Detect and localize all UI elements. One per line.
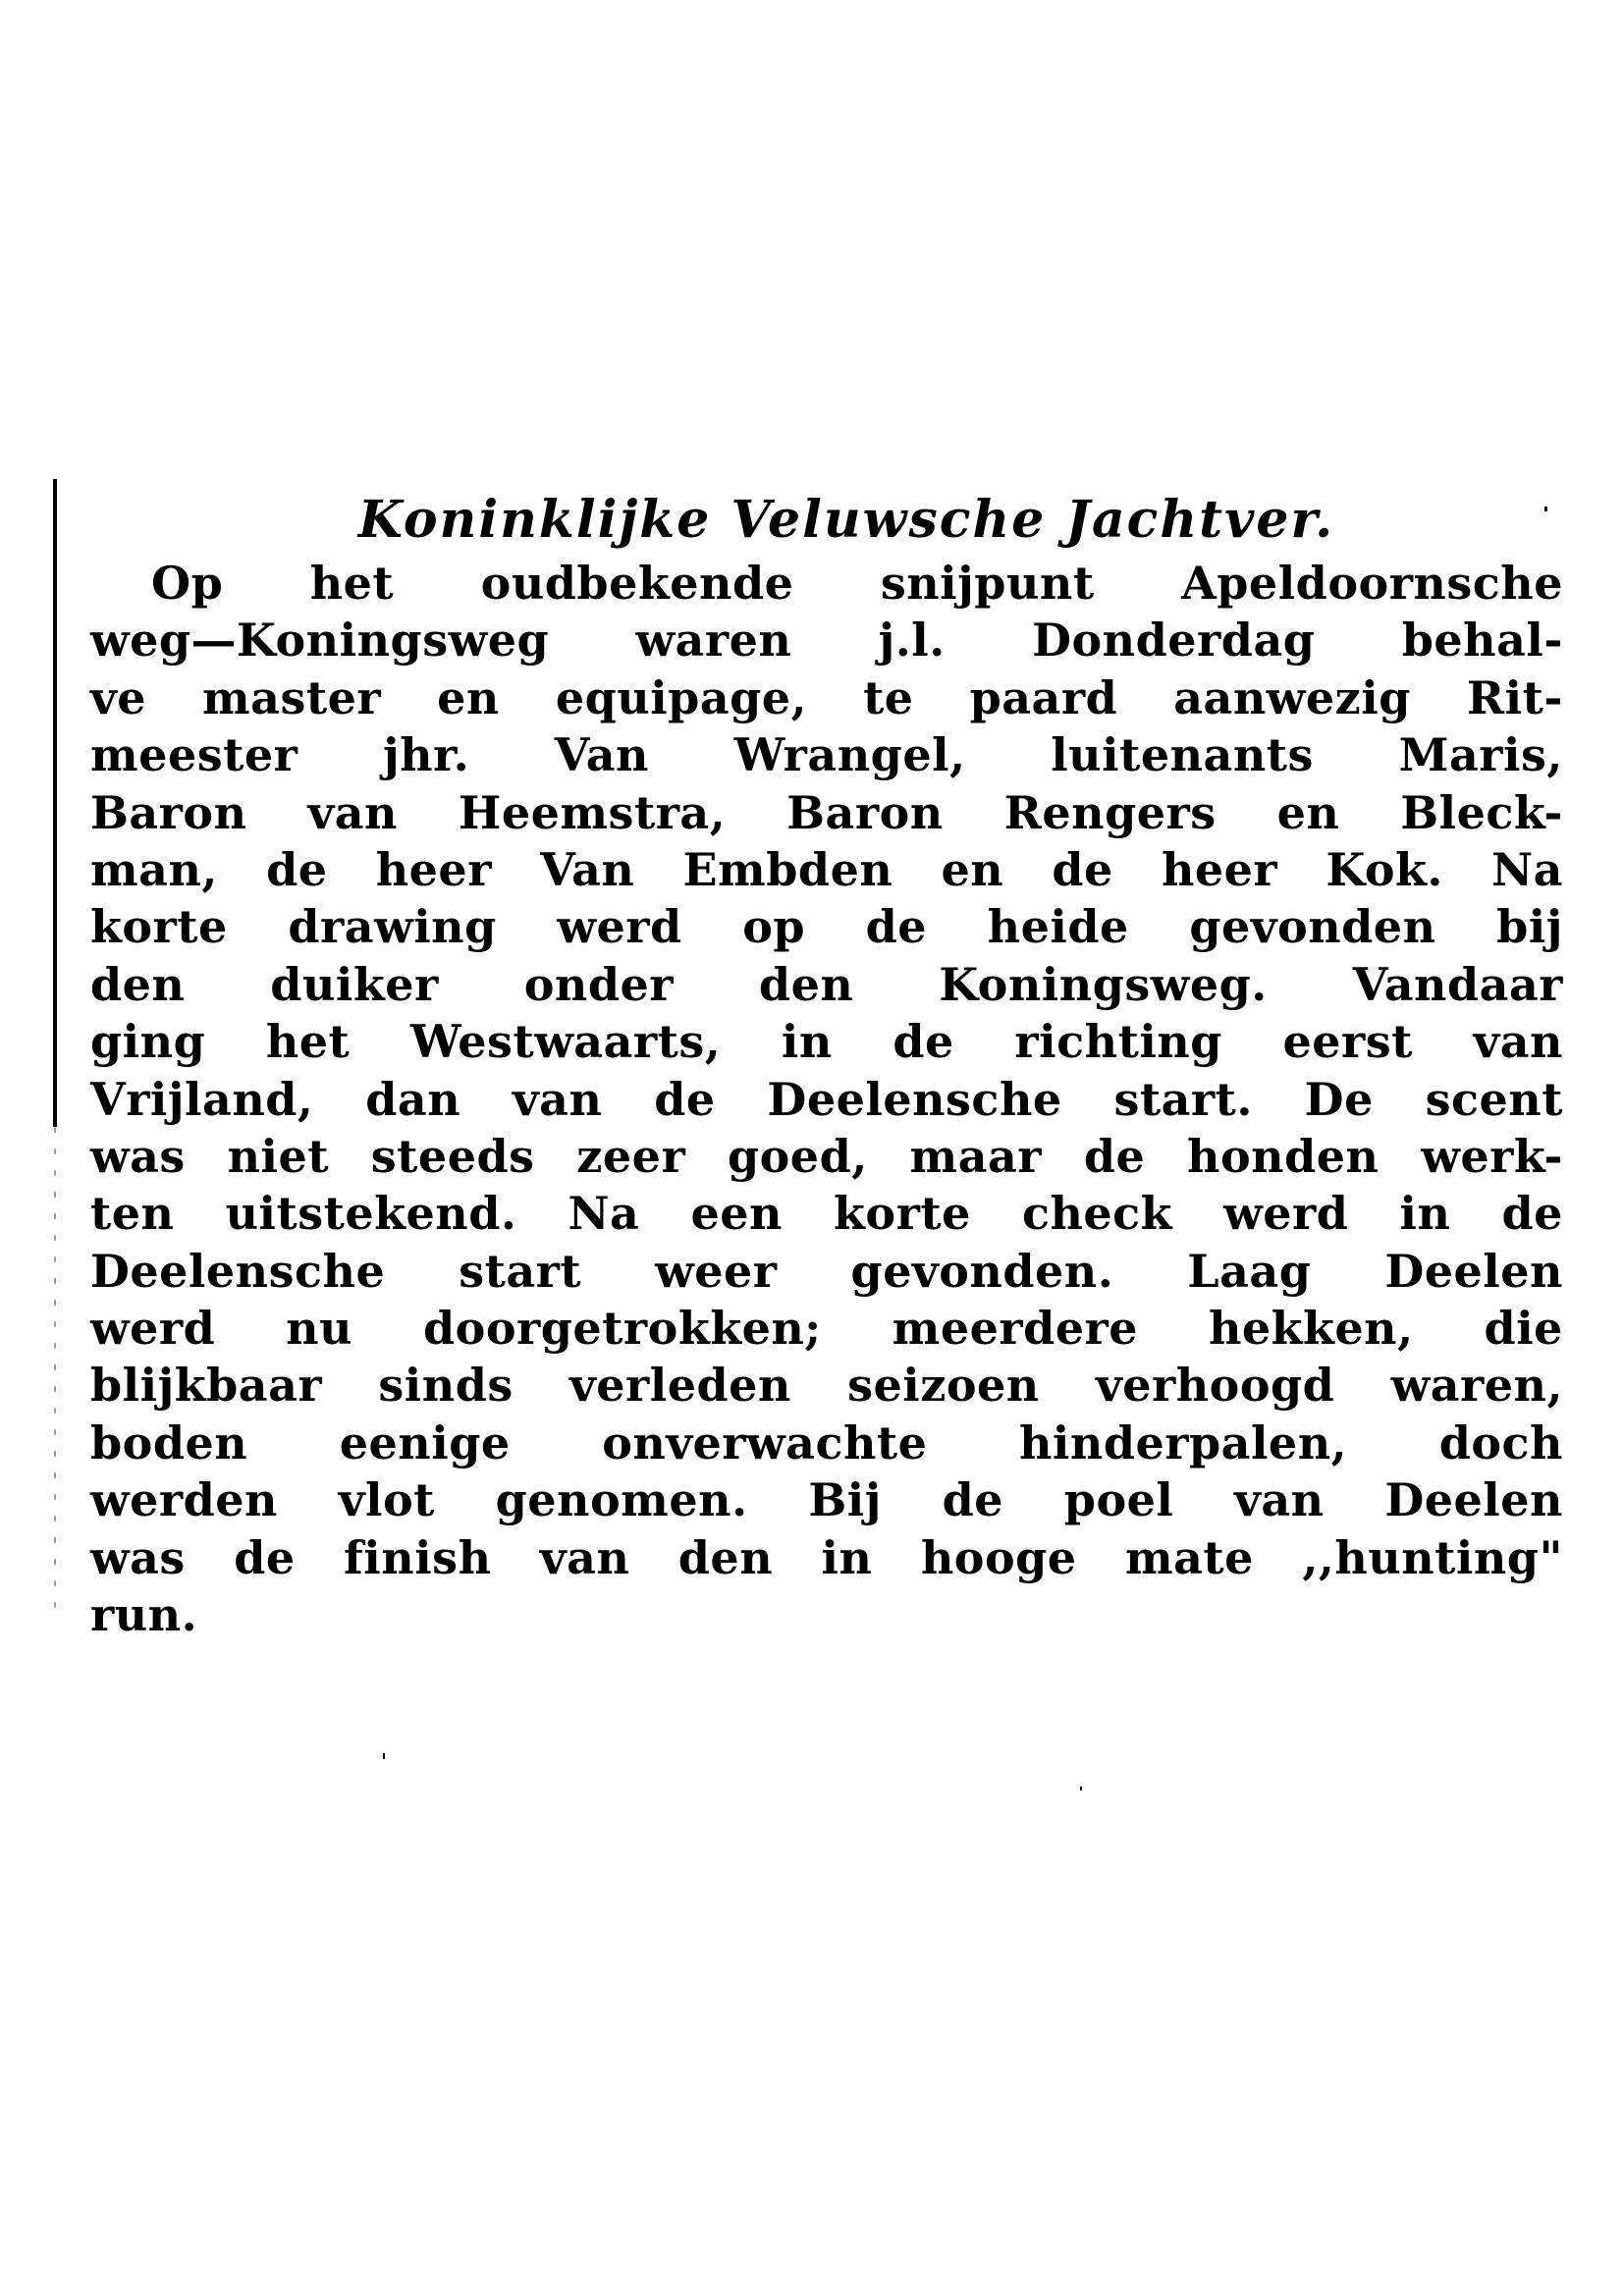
word: en bbox=[437, 670, 500, 724]
word: luitenants bbox=[1051, 728, 1314, 782]
word: poel bbox=[1063, 1473, 1174, 1527]
word: ve bbox=[90, 670, 146, 724]
word: check bbox=[1021, 1187, 1173, 1241]
article-line bbox=[90, 669, 1563, 726]
word: oudbekende bbox=[480, 557, 794, 610]
word: Kok. bbox=[1325, 842, 1443, 896]
word: ten bbox=[90, 1187, 175, 1241]
word: waren bbox=[635, 614, 792, 667]
word: Van bbox=[554, 728, 649, 782]
word: van bbox=[307, 785, 398, 839]
article-line bbox=[90, 612, 1563, 668]
newspaper-article bbox=[90, 486, 1563, 1643]
word: gevonden. bbox=[850, 1244, 1114, 1298]
article-line bbox=[90, 1529, 1563, 1586]
word: goed, bbox=[727, 1129, 868, 1183]
word: de bbox=[1501, 1187, 1563, 1241]
column-rule bbox=[53, 479, 57, 1127]
word: den bbox=[758, 957, 854, 1011]
word: en bbox=[941, 842, 1004, 896]
word: den bbox=[677, 1530, 774, 1584]
article-body bbox=[90, 555, 1563, 1643]
word: aanwezig bbox=[1173, 670, 1411, 724]
article-line bbox=[90, 1185, 1563, 1242]
word: die bbox=[1484, 1302, 1563, 1356]
word: blijkbaar bbox=[90, 1359, 323, 1413]
word: mate bbox=[1124, 1530, 1254, 1584]
word: de bbox=[234, 1530, 296, 1584]
word: meester bbox=[90, 728, 298, 782]
article-line bbox=[90, 1071, 1563, 1128]
word: Bleck- bbox=[1400, 785, 1563, 839]
article-title: Koninklijke Veluwsche Jachtver. bbox=[357, 490, 1335, 550]
print-speck bbox=[1080, 1787, 1082, 1790]
word: drawing bbox=[288, 900, 497, 954]
article-line bbox=[90, 1243, 1563, 1300]
word: de bbox=[266, 842, 328, 896]
word: jhr. bbox=[382, 728, 470, 782]
article-line bbox=[90, 1586, 1563, 1643]
word: korte bbox=[834, 1187, 971, 1241]
word: de bbox=[1052, 842, 1113, 896]
word: bij bbox=[1496, 900, 1563, 954]
word: de bbox=[942, 1473, 1004, 1527]
word: werd bbox=[1223, 1187, 1349, 1241]
article-line bbox=[90, 898, 1563, 955]
word: waren, bbox=[1390, 1359, 1563, 1413]
word: was bbox=[90, 1129, 186, 1183]
word: start. bbox=[1113, 1072, 1253, 1126]
word: gevonden bbox=[1189, 900, 1436, 954]
word: vlot bbox=[338, 1473, 435, 1527]
word: Donderdag bbox=[1032, 614, 1316, 667]
word: start bbox=[459, 1244, 582, 1298]
article-line bbox=[90, 1013, 1563, 1070]
word: werden bbox=[90, 1473, 278, 1527]
word: doorgetrokken; bbox=[422, 1302, 822, 1356]
word: onverwachte bbox=[602, 1415, 928, 1469]
word: hinderpalen, bbox=[1018, 1415, 1348, 1469]
word: eenige bbox=[339, 1415, 511, 1469]
word: Bij bbox=[808, 1473, 882, 1527]
word: behal- bbox=[1401, 614, 1563, 667]
word: Westwaarts, bbox=[409, 1015, 722, 1069]
word: heide bbox=[987, 900, 1129, 954]
word: de bbox=[654, 1072, 716, 1126]
word: snijpunt bbox=[880, 557, 1095, 610]
word: Op bbox=[151, 557, 224, 610]
word: nu bbox=[286, 1302, 353, 1356]
word: scent bbox=[1425, 1072, 1563, 1126]
word: werd bbox=[90, 1302, 216, 1356]
article-line bbox=[90, 1300, 1563, 1357]
word: hooge bbox=[920, 1530, 1077, 1584]
word: meerdere bbox=[892, 1302, 1139, 1356]
word: Na bbox=[1491, 842, 1563, 896]
word: equipage, bbox=[555, 670, 808, 724]
article-line bbox=[90, 1357, 1563, 1414]
article-line bbox=[90, 1415, 1563, 1471]
word: hekken, bbox=[1208, 1302, 1414, 1356]
word: en bbox=[1276, 785, 1340, 839]
word: boden bbox=[90, 1415, 248, 1469]
word: run. bbox=[90, 1588, 198, 1642]
word: master bbox=[201, 670, 382, 724]
word: Maris, bbox=[1398, 728, 1563, 782]
article-line bbox=[90, 956, 1563, 1013]
column-rule-faded bbox=[54, 1127, 56, 1618]
word: Na bbox=[568, 1187, 640, 1241]
article-line bbox=[90, 1471, 1563, 1528]
word: j.l. bbox=[878, 614, 946, 667]
word: van bbox=[512, 1072, 603, 1126]
word: in bbox=[821, 1530, 873, 1584]
word: uitstekend. bbox=[225, 1187, 517, 1241]
word: Baron bbox=[90, 785, 247, 839]
word: Wrangel, bbox=[733, 728, 966, 782]
word: Embden bbox=[682, 842, 893, 896]
word: honden bbox=[1187, 1129, 1380, 1183]
word: weg—Koningsweg bbox=[90, 614, 550, 667]
word: Deelen bbox=[1384, 1244, 1563, 1298]
word: werd bbox=[557, 900, 682, 954]
word: Vandaar bbox=[1352, 957, 1563, 1011]
word: was bbox=[90, 1530, 186, 1584]
word: Deelensche bbox=[767, 1072, 1062, 1126]
word: niet bbox=[227, 1129, 330, 1183]
article-line bbox=[90, 784, 1563, 841]
word: maar bbox=[909, 1129, 1043, 1183]
word: man, bbox=[90, 842, 218, 896]
word: Deelen bbox=[1384, 1473, 1563, 1527]
word: verleden bbox=[569, 1359, 791, 1413]
article-line bbox=[90, 1128, 1563, 1185]
word: korte bbox=[90, 900, 228, 954]
word: eerst bbox=[1282, 1015, 1413, 1069]
word: dan bbox=[365, 1072, 461, 1126]
word: de bbox=[893, 1015, 954, 1069]
word: steeds bbox=[370, 1129, 535, 1183]
article-line bbox=[90, 555, 1563, 612]
word: duiker bbox=[270, 957, 439, 1011]
word: doch bbox=[1438, 1415, 1563, 1469]
print-speck bbox=[383, 1753, 385, 1759]
word: te bbox=[863, 670, 914, 724]
word: Vrijland, bbox=[90, 1072, 314, 1126]
word: Rengers bbox=[1003, 785, 1217, 839]
word: van bbox=[539, 1530, 630, 1584]
word: weer bbox=[655, 1244, 778, 1298]
word: onder bbox=[523, 957, 674, 1011]
word: heer bbox=[1161, 842, 1278, 896]
word: Baron bbox=[786, 785, 944, 839]
word: in bbox=[1399, 1187, 1451, 1241]
word: het bbox=[265, 1015, 351, 1069]
word: genomen. bbox=[495, 1473, 748, 1527]
word: werk- bbox=[1421, 1129, 1563, 1183]
word: Rit- bbox=[1466, 670, 1563, 724]
word: van bbox=[1473, 1015, 1563, 1069]
article-line bbox=[90, 841, 1563, 898]
word: Heemstra, bbox=[458, 785, 727, 839]
word: van bbox=[1234, 1473, 1325, 1527]
word: de bbox=[1083, 1129, 1146, 1183]
word: den bbox=[90, 957, 186, 1011]
word: ging bbox=[90, 1015, 206, 1069]
word: verhoogd bbox=[1095, 1359, 1335, 1413]
word: Van bbox=[540, 842, 635, 896]
word: paard bbox=[969, 670, 1118, 724]
word: De bbox=[1304, 1072, 1374, 1126]
word: seizoen bbox=[847, 1359, 1040, 1413]
word: in bbox=[781, 1015, 833, 1069]
word: sinds bbox=[378, 1359, 514, 1413]
word: een bbox=[690, 1187, 783, 1241]
word: richting bbox=[1014, 1015, 1222, 1069]
article-line bbox=[90, 726, 1563, 783]
word: Laag bbox=[1187, 1244, 1312, 1298]
print-speck bbox=[1544, 507, 1547, 511]
word: Koningsweg. bbox=[939, 957, 1268, 1011]
word: zeer bbox=[576, 1129, 686, 1183]
word: het bbox=[309, 557, 395, 610]
word: op bbox=[742, 900, 806, 954]
word: finish bbox=[344, 1530, 492, 1584]
word: Apeldoornsche bbox=[1181, 557, 1563, 610]
word: de bbox=[865, 900, 928, 954]
word: ,,hunting" bbox=[1302, 1530, 1563, 1584]
word: heer bbox=[375, 842, 492, 896]
word: Deelensche bbox=[90, 1244, 386, 1298]
